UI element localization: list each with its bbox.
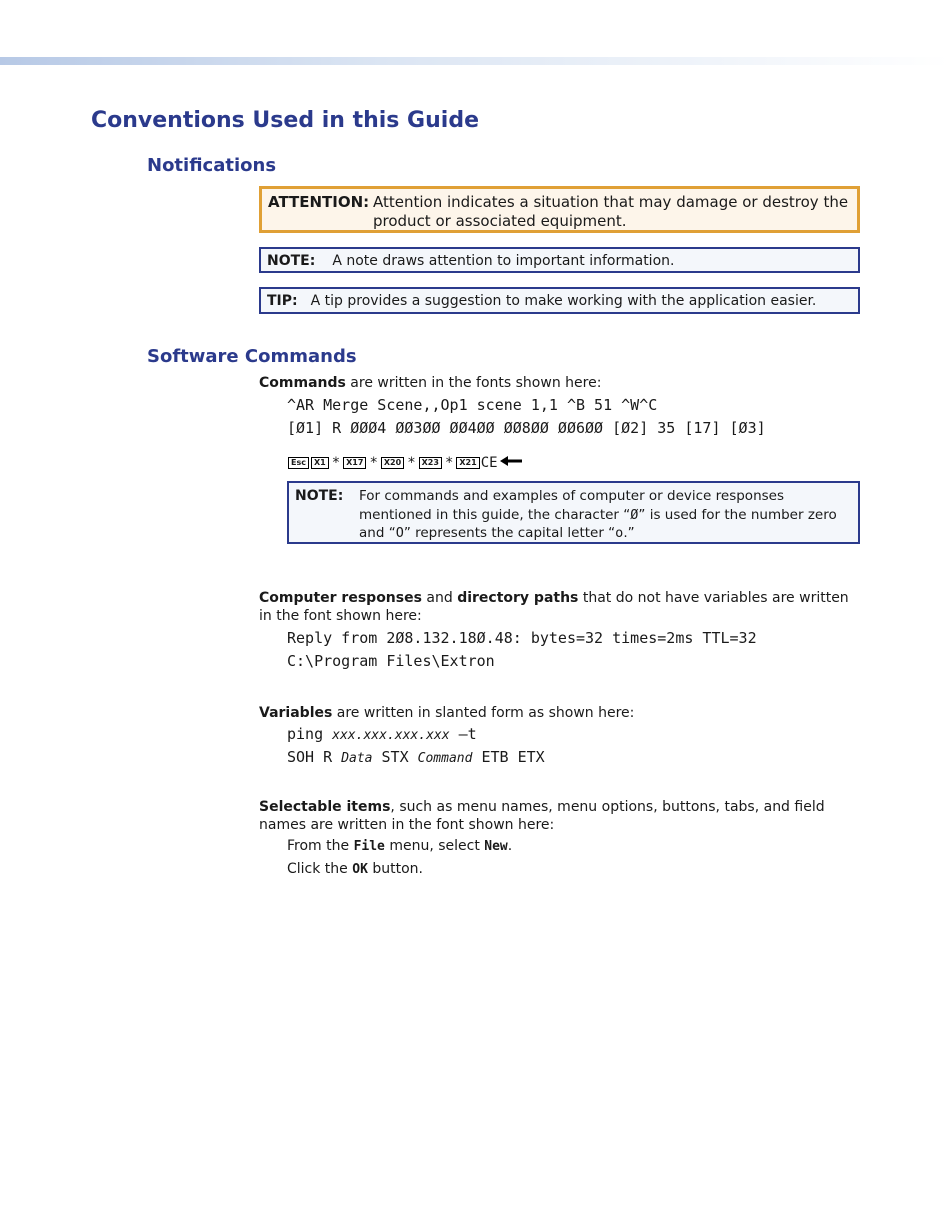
page-title: Conventions Used in this Guide bbox=[91, 108, 479, 133]
selectable-intro: Selectable items, such as menu names, menu options, buttons, tabs, and field names are written in the font shown here: bbox=[259, 799, 825, 833]
key-separator: * bbox=[331, 455, 341, 471]
variables-intro: Variables are written in slanted form as shown here: bbox=[259, 705, 635, 721]
command-key-sequence bbox=[287, 454, 522, 472]
header-band bbox=[0, 57, 950, 65]
commands-note-box bbox=[287, 481, 860, 544]
key-x20: X20 bbox=[381, 457, 404, 469]
attention-box bbox=[259, 186, 860, 233]
section-heading-notifications: Notifications bbox=[147, 155, 277, 176]
response-example: Reply from 2Ø8.132.18Ø.48: bytes=32 times=2ms TTL=32 bbox=[287, 629, 757, 647]
commands-note-label: NOTE: bbox=[295, 488, 344, 504]
key-x1: X1 bbox=[311, 457, 329, 469]
note-label: NOTE: bbox=[267, 253, 316, 269]
variable-example-soh: SOH R Data STX Command ETB ETX bbox=[287, 748, 545, 766]
key-separator: * bbox=[369, 455, 378, 471]
key-suffix: CE bbox=[480, 455, 498, 471]
tip-box bbox=[259, 287, 860, 314]
key-esc: Esc bbox=[288, 457, 309, 469]
responses-intro: Computer responses and directory paths that do not have variables are written in the font shown here: bbox=[259, 590, 849, 624]
note-text: A note draws attention to important information. bbox=[332, 253, 675, 269]
variable-example-ping: ping xxx.xxx.xxx.xxx —t bbox=[287, 725, 477, 743]
command-example-1: ^AR Merge Scene,,Op1 scene 1,1 ^B 51 ^W^C bbox=[287, 396, 658, 414]
key-x23: X23 bbox=[419, 457, 442, 469]
key-separator: * bbox=[407, 455, 416, 471]
key-x21: X21 bbox=[456, 457, 479, 469]
tip-label: TIP: bbox=[267, 293, 298, 309]
attention-label: ATTENTION: bbox=[268, 193, 370, 211]
commands-intro-rest: are written in the fonts shown here: bbox=[345, 375, 602, 391]
directory-path-example: C:\Program Files\Extron bbox=[287, 652, 495, 670]
commands-intro bbox=[259, 374, 859, 392]
section-heading-software-commands: Software Commands bbox=[147, 346, 357, 367]
note-box bbox=[259, 247, 860, 273]
selectable-example-1: From the File menu, select New. bbox=[287, 838, 513, 854]
commands-bold: Commands bbox=[259, 375, 346, 391]
selectable-example-2: Click the OK button. bbox=[287, 861, 423, 877]
commands-note-text: For commands and examples of computer or device responses mentioned in this guide, the character “Ø” is used for the number zero and “O” represents the capital letter “o.” bbox=[359, 488, 837, 541]
command-example-2: [Ø1] R ØØØ4 ØØ3ØØ ØØ4ØØ ØØ8ØØ ØØ6ØØ [Ø2] 35 [17] [Ø3] bbox=[287, 419, 766, 437]
tip-text: A tip provides a suggestion to make working with the application easier. bbox=[310, 293, 817, 309]
key-separator: * bbox=[444, 455, 454, 471]
attention-text: Attention indicates a situation that may damage or destroy the product or associated equipment. bbox=[373, 193, 849, 230]
enter-arrow-icon bbox=[500, 455, 522, 471]
key-x17: X17 bbox=[343, 457, 366, 469]
